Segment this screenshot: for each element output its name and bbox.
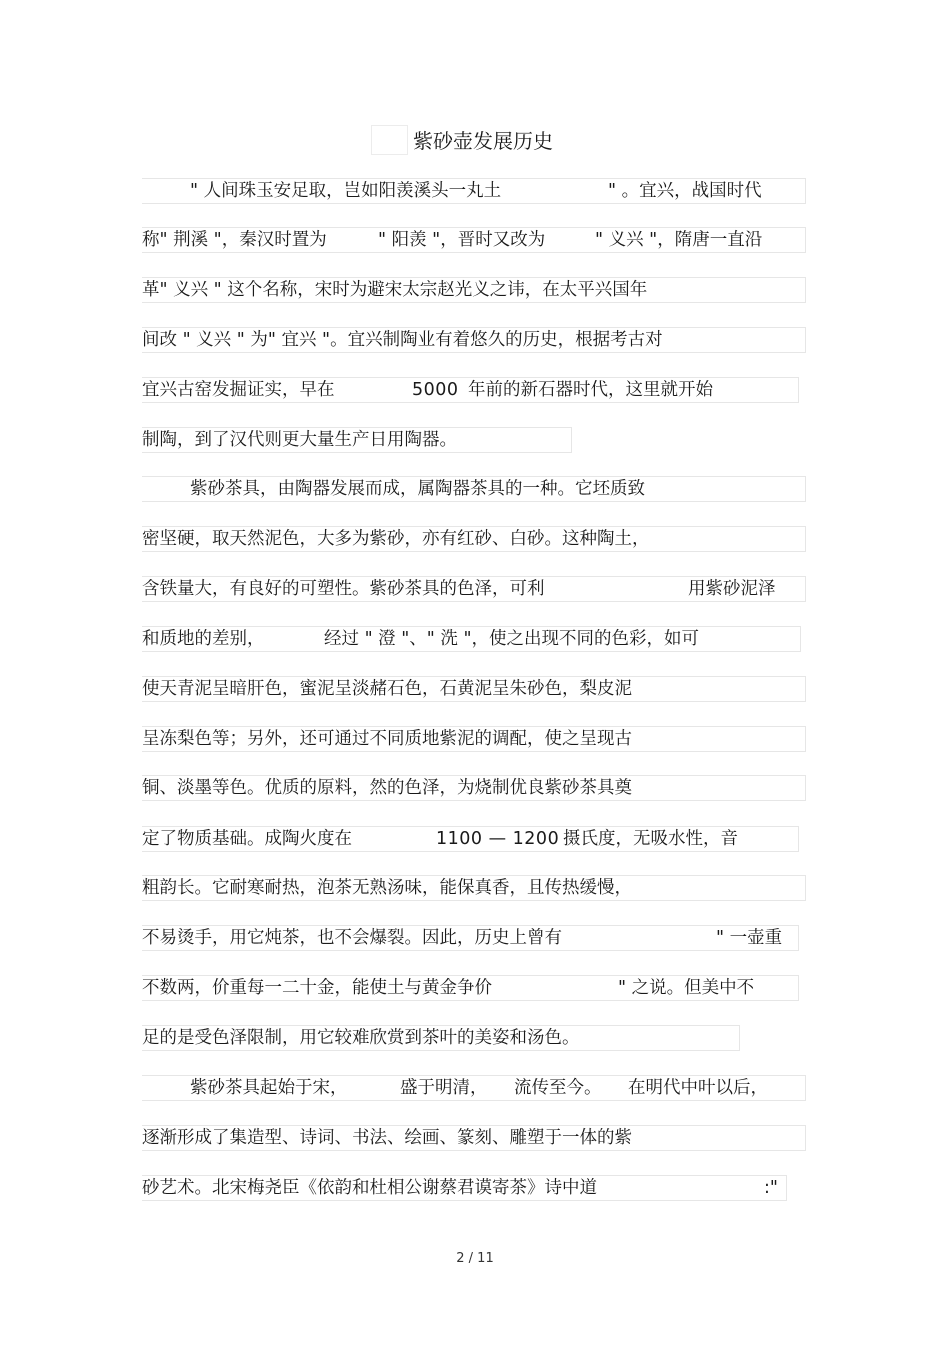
- text-line: [142, 476, 806, 502]
- text-segment: 用紫砂泥泽: [688, 579, 776, 599]
- text-segment: 制陶，到了汉代则更大量生产日用陶器。: [142, 430, 457, 450]
- text-segment: " 。宜兴，战国时代: [608, 181, 762, 201]
- text-line: [142, 626, 801, 652]
- text-line: [142, 327, 806, 353]
- text-segment: 紫砂茶具起始于宋，: [190, 1078, 348, 1098]
- text-segment: " 阳羡 "，晋时又改为: [378, 230, 546, 250]
- text-segment: 呈冻梨色等；另外，还可通过不同质地紫泥的调配，使之呈现古: [142, 729, 632, 749]
- text-line: [142, 1125, 806, 1151]
- document-title: 紫砂壶发展历史: [413, 129, 553, 153]
- text-segment: 称" 荆溪 "，秦汉时置为: [142, 230, 327, 250]
- text-segment: 1100 — 1200: [436, 829, 560, 849]
- text-segment: 定了物质基础。成陶火度在: [142, 829, 352, 849]
- text-line: [142, 1175, 787, 1201]
- text-line: [142, 975, 799, 1001]
- text-line: [142, 377, 799, 403]
- text-line: [142, 775, 806, 801]
- text-line: [142, 526, 806, 552]
- text-line: [142, 427, 572, 453]
- text-segment: 粗韵长。它耐寒耐热，泡茶无熟汤味，能保真香，且传热缓慢，: [142, 878, 632, 898]
- text-segment: 年前的新石器时代，这里就开始: [468, 380, 713, 400]
- text-segment: 盛于明清，: [400, 1078, 488, 1098]
- text-segment: 不数两，价重每一二十金，能使土与黄金争价: [142, 978, 492, 998]
- text-segment: 含铁量大，有良好的可塑性。紫砂茶具的色泽，可利: [142, 579, 545, 599]
- text-segment: " 义兴 "，隋唐一直沿: [595, 230, 763, 250]
- text-segment: 足的是受色泽限制，用它较难欣赏到茶叶的美姿和汤色。: [142, 1028, 580, 1048]
- text-segment: 5000: [412, 380, 459, 400]
- text-segment: 流传至今。: [514, 1078, 602, 1098]
- text-line: [142, 1025, 740, 1051]
- text-line: [142, 178, 806, 204]
- title-marker-box: [371, 125, 408, 155]
- text-segment: 铜、淡墨等色。优质的原料，然的色泽，为烧制优良紫砂茶具奠: [142, 778, 632, 798]
- text-line: [142, 726, 806, 752]
- text-line: [142, 875, 806, 901]
- text-segment: " 一壶重: [716, 928, 783, 948]
- text-segment: 不易烫手，用它炖茶，也不会爆裂。因此，历史上曾有: [142, 928, 562, 948]
- text-segment: 砂艺术。北宋梅尧臣《依韵和杜相公谢蔡君谟寄茶》诗中道: [142, 1178, 597, 1198]
- text-segment: 和质地的差别，: [142, 629, 265, 649]
- text-line: [142, 676, 806, 702]
- text-line: [142, 925, 799, 951]
- text-segment: 使天青泥呈暗肝色，蜜泥呈淡赭石色，石黄泥呈朱砂色，梨皮泥: [142, 679, 632, 699]
- text-line: [142, 826, 799, 852]
- text-line: [142, 576, 806, 602]
- text-line: [142, 1075, 806, 1101]
- text-segment: 宜兴古窑发掘证实，早在: [142, 380, 335, 400]
- text-segment: 密坚硬，取天然泥色，大多为紫砂，亦有红砂、白砂。这种陶土，: [142, 529, 650, 549]
- text-segment: 革" 义兴 " 这个名称，宋时为避宋太宗赵光义之讳，在太平兴国年: [142, 280, 648, 300]
- text-segment: 紫砂茶具，由陶器发展而成，属陶器茶具的一种。它坯质致: [190, 479, 645, 499]
- text-segment: 在明代中叶以后，: [628, 1078, 768, 1098]
- text-segment: 逐渐形成了集造型、诗词、书法、绘画、篆刻、雕塑于一体的紫: [142, 1128, 632, 1148]
- text-segment: 摄氏度，无吸水性，音: [563, 829, 738, 849]
- text-line: [142, 227, 806, 253]
- text-line: [142, 277, 806, 303]
- text-segment: " 之说。但美中不: [618, 978, 755, 998]
- text-segment: " 人间珠玉安足取，岂如阳羡溪头一丸土: [190, 181, 502, 201]
- text-segment: 间改 " 义兴 " 为" 宜兴 "。宜兴制陶业有着悠久的历史，根据考古对: [142, 330, 663, 350]
- text-segment: 经过 " 澄 "、" 洗 "，使之出现不同的色彩，如可: [324, 629, 700, 649]
- page-indicator: 2 / 11: [456, 1251, 494, 1266]
- text-segment: :": [764, 1178, 778, 1198]
